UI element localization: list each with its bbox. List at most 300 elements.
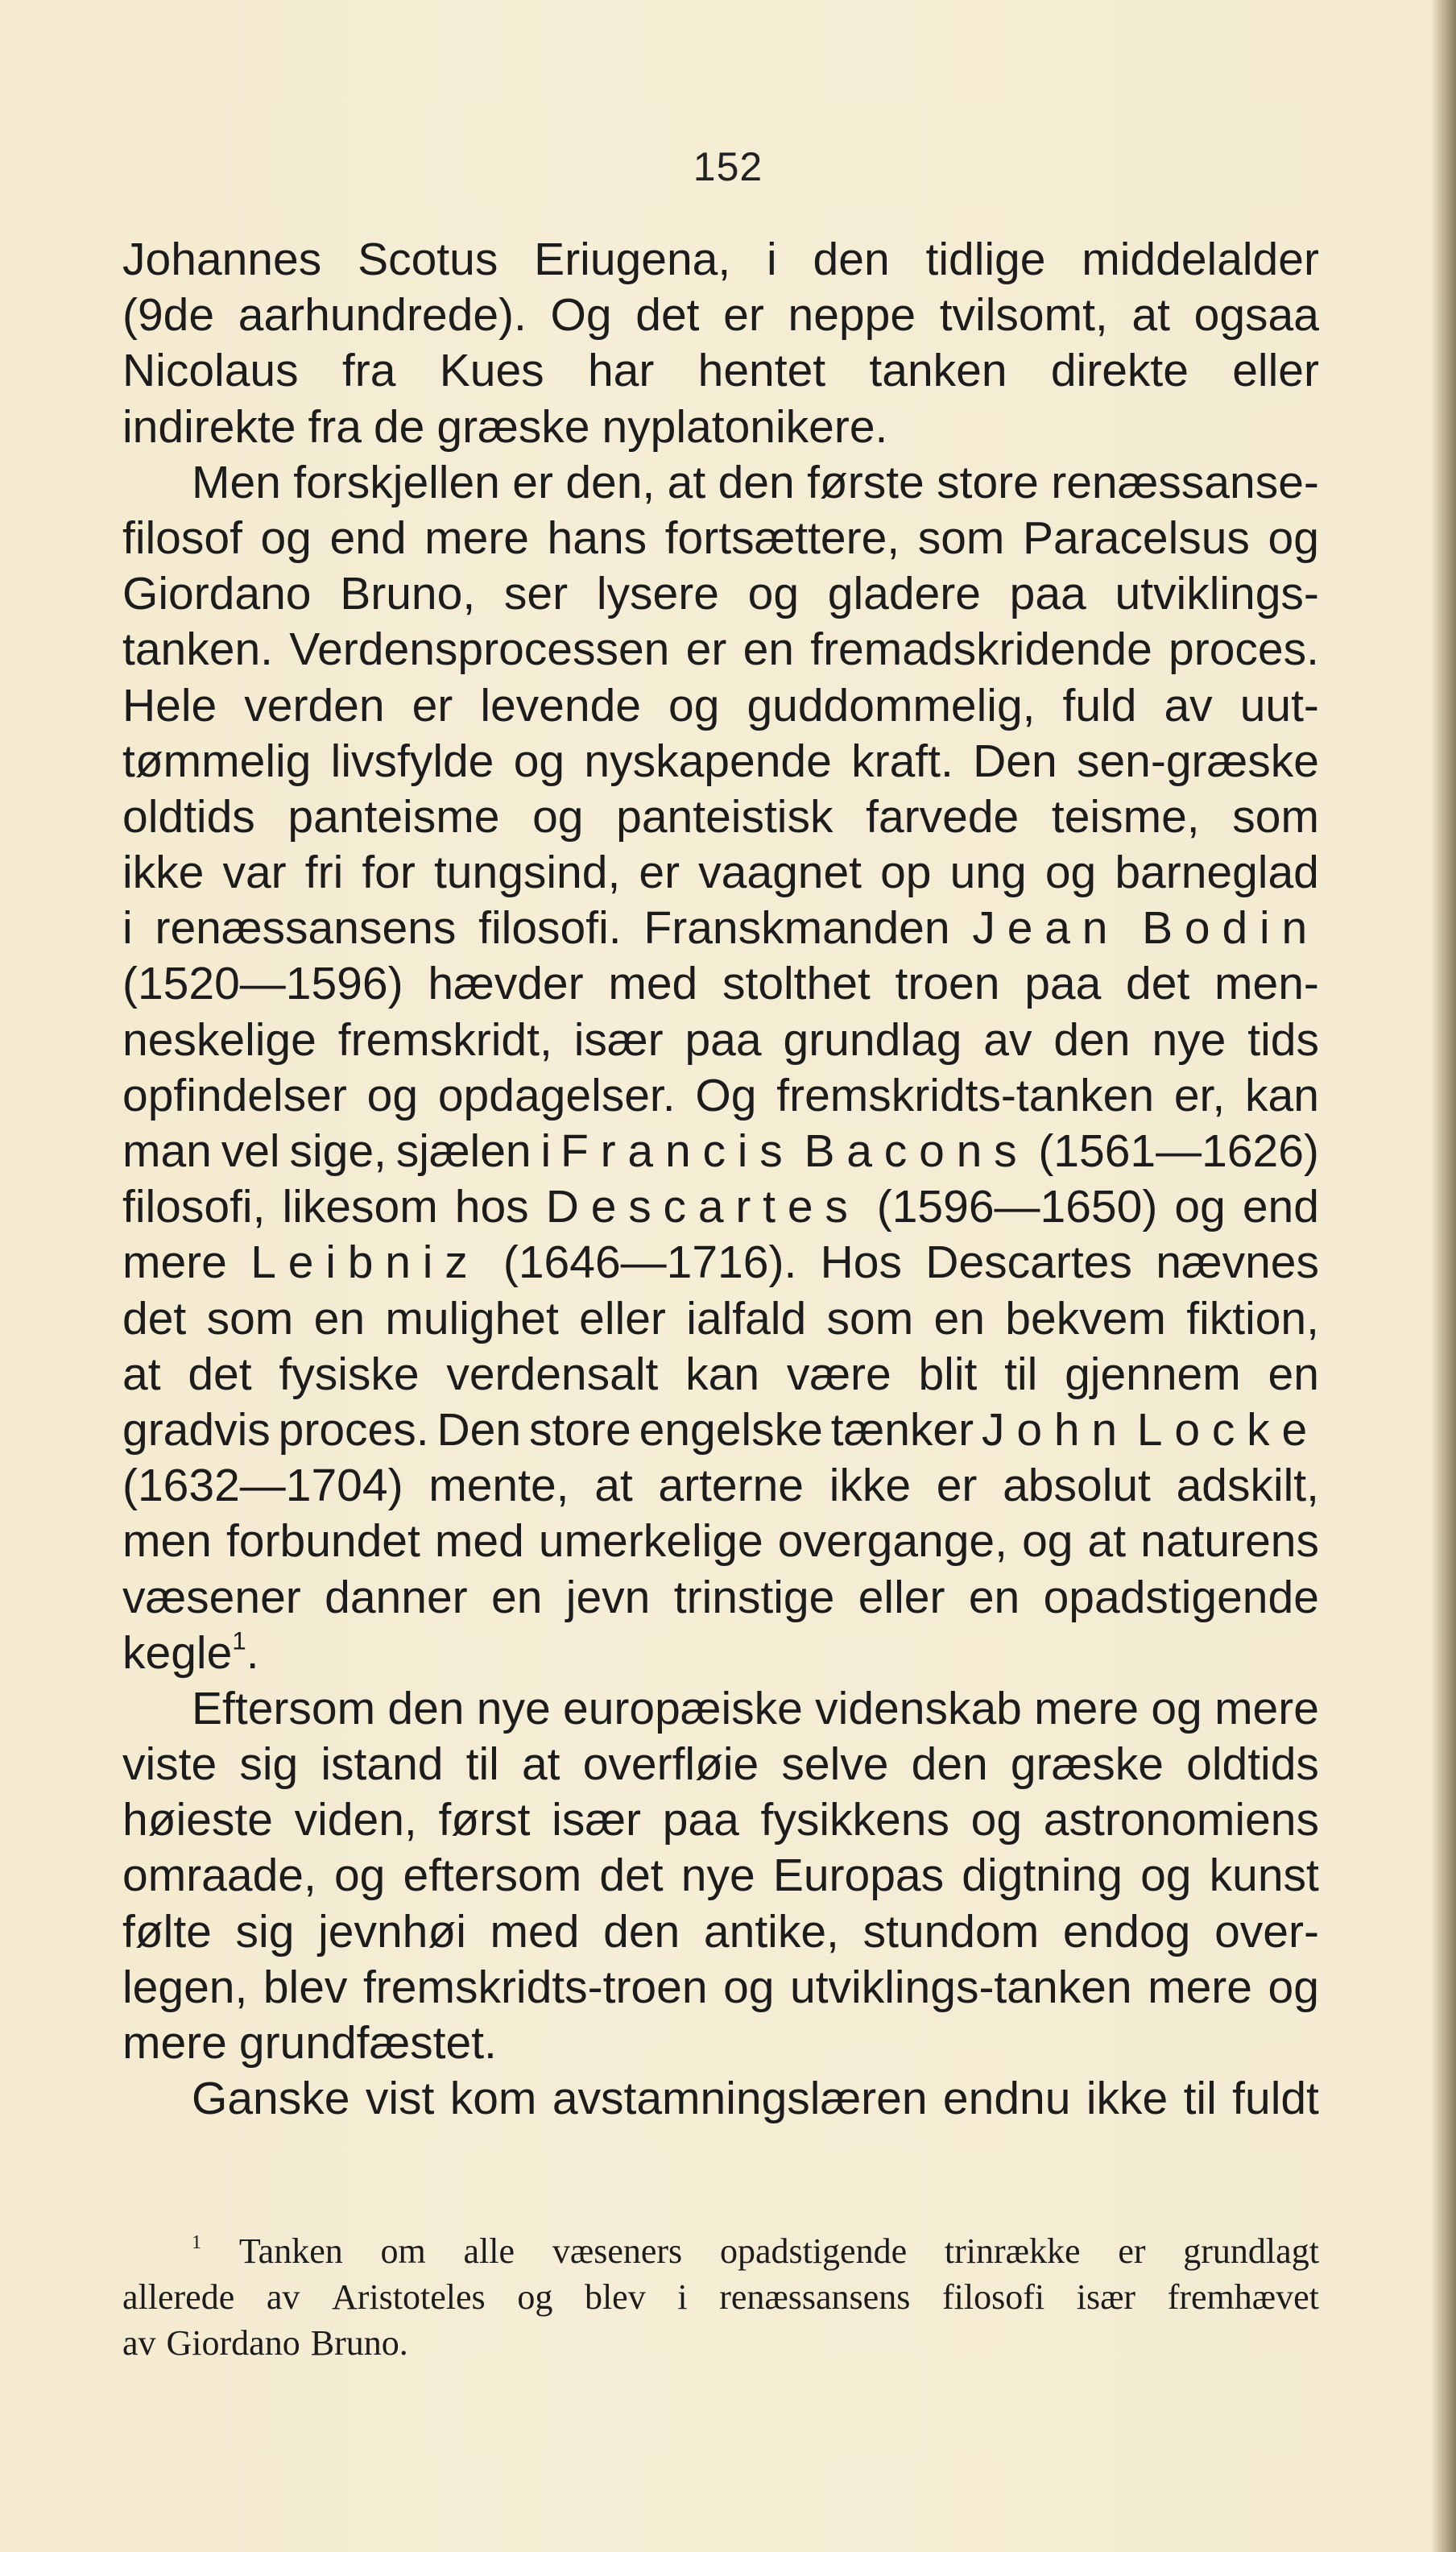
word bbox=[267, 2274, 300, 2320]
word bbox=[761, 1792, 949, 1848]
word bbox=[790, 1960, 1132, 2016]
word-text: nyskapende bbox=[584, 735, 832, 787]
word-text: gradvis bbox=[122, 1403, 271, 1456]
word bbox=[311, 2320, 408, 2366]
text-line bbox=[122, 232, 1319, 288]
word-text: fremskridt, bbox=[337, 1013, 552, 1066]
word bbox=[122, 232, 321, 288]
word-text: guddommelig, bbox=[747, 679, 1036, 731]
word-text: ser bbox=[503, 568, 569, 620]
word bbox=[338, 1013, 552, 1068]
text-line bbox=[122, 1068, 1319, 1124]
word bbox=[1140, 1848, 1191, 1904]
word-text: end bbox=[1242, 1181, 1319, 1233]
word-text: lysere bbox=[596, 568, 719, 620]
word-text: Giordano bbox=[122, 568, 312, 620]
word-text: livsfylde bbox=[330, 735, 494, 787]
word-text: det bbox=[1126, 958, 1190, 1010]
word-text: renæssansens bbox=[719, 2277, 911, 2317]
word bbox=[287, 789, 499, 845]
word-text: om bbox=[380, 2231, 426, 2271]
word bbox=[942, 2274, 1044, 2320]
word bbox=[289, 1124, 386, 1179]
word bbox=[239, 2016, 497, 2071]
text-line bbox=[122, 845, 1319, 901]
word bbox=[412, 678, 453, 734]
word-text: er bbox=[936, 1460, 978, 1512]
text-line bbox=[122, 400, 1319, 455]
word-text: legen, bbox=[122, 1961, 248, 2013]
word bbox=[1174, 1068, 1225, 1124]
spaced-name bbox=[972, 901, 1119, 956]
word-text: paa bbox=[685, 1013, 762, 1066]
word-text: den bbox=[1053, 1013, 1131, 1066]
text-line bbox=[122, 1124, 1319, 1179]
text-line bbox=[122, 1458, 1319, 1514]
word bbox=[122, 734, 311, 789]
word-text: grundlagt bbox=[1183, 2231, 1319, 2271]
word-text: til bbox=[465, 1738, 499, 1791]
word-text: har bbox=[587, 345, 655, 397]
word bbox=[1051, 455, 1319, 511]
word-text: op bbox=[880, 847, 932, 899]
word-text: hentet bbox=[697, 345, 826, 397]
text-line bbox=[122, 2071, 1319, 2127]
word-text: Europas bbox=[772, 1850, 945, 1902]
word bbox=[1164, 678, 1212, 734]
word-text: overfløie bbox=[582, 1738, 759, 1791]
word bbox=[723, 288, 764, 343]
word bbox=[122, 1013, 316, 1068]
word bbox=[122, 1402, 271, 1458]
word bbox=[599, 1848, 663, 1904]
word-text: fra bbox=[308, 400, 362, 453]
word-text: nye bbox=[1152, 1013, 1226, 1066]
word bbox=[1232, 343, 1319, 399]
word-text: sig bbox=[239, 1738, 299, 1791]
word bbox=[1044, 1570, 1319, 1626]
word-text: trinrække bbox=[944, 2231, 1081, 2271]
word-text: blev bbox=[263, 1961, 348, 2013]
word-text: middelalder bbox=[1082, 234, 1319, 285]
word bbox=[1115, 566, 1319, 622]
word bbox=[698, 845, 862, 901]
word bbox=[962, 1848, 1123, 1904]
word bbox=[192, 1681, 375, 1737]
word-text: kraft. bbox=[851, 735, 953, 787]
word bbox=[1268, 1347, 1319, 1402]
word-text: vel bbox=[221, 1125, 280, 1177]
word-text: fysiske bbox=[279, 1348, 420, 1400]
word-text: renæssansens bbox=[155, 902, 457, 955]
word-text: direkte bbox=[1050, 345, 1189, 397]
word-text: istand bbox=[321, 1738, 444, 1791]
word-text: ikke bbox=[829, 1460, 912, 1512]
word bbox=[239, 2228, 343, 2274]
word bbox=[340, 566, 475, 622]
word bbox=[534, 232, 730, 288]
word-text: græske bbox=[1010, 1738, 1164, 1791]
word-text: indirekte bbox=[122, 400, 296, 453]
word-text: renæssanse- bbox=[1051, 456, 1319, 508]
word-text: tvilsomt, bbox=[939, 289, 1108, 342]
word-text: en bbox=[1268, 1348, 1319, 1400]
word-text: forskjellen bbox=[293, 456, 500, 508]
spaced-name bbox=[982, 1402, 1129, 1458]
word bbox=[829, 1458, 911, 1514]
word-text: opadstigende bbox=[1043, 1571, 1319, 1623]
word bbox=[529, 1402, 631, 1458]
word-text: av bbox=[983, 1013, 1032, 1066]
word-text: Giordano bbox=[166, 2323, 300, 2363]
word bbox=[282, 1179, 437, 1235]
word bbox=[478, 901, 621, 956]
word bbox=[863, 1904, 1040, 1960]
word bbox=[973, 734, 1057, 789]
word-text: stundom bbox=[862, 1905, 1040, 1958]
word bbox=[616, 789, 833, 845]
word bbox=[244, 678, 384, 734]
word bbox=[1077, 734, 1319, 789]
spaced-name bbox=[1137, 1402, 1319, 1458]
word bbox=[207, 1291, 294, 1347]
word-text: filosof bbox=[122, 512, 242, 564]
word-text: er bbox=[639, 847, 680, 899]
word bbox=[548, 511, 647, 566]
word bbox=[776, 1068, 1154, 1124]
text-line bbox=[122, 343, 1319, 399]
text-line bbox=[122, 678, 1319, 734]
word bbox=[455, 1179, 529, 1235]
word-text: eller bbox=[579, 1292, 666, 1344]
word bbox=[787, 1347, 891, 1402]
punctuation: . bbox=[246, 1626, 259, 1679]
word-text: til bbox=[1004, 1348, 1038, 1400]
word bbox=[668, 455, 706, 511]
word-text: absolut bbox=[1003, 1460, 1151, 1512]
word-text: adskilt, bbox=[1176, 1460, 1319, 1512]
word bbox=[1023, 511, 1250, 566]
word-text: tænker bbox=[830, 1403, 974, 1456]
text-line bbox=[122, 1235, 1319, 1290]
word-text: John bbox=[982, 1403, 1129, 1456]
word-text: ikke bbox=[1086, 2073, 1169, 2125]
word bbox=[539, 1514, 763, 1569]
word bbox=[314, 1291, 365, 1347]
word bbox=[747, 678, 1035, 734]
word bbox=[1011, 1737, 1164, 1792]
footnote-marker: 1 bbox=[192, 2231, 202, 2253]
word bbox=[1184, 2071, 1217, 2127]
word bbox=[122, 845, 204, 901]
word bbox=[950, 845, 1027, 901]
word bbox=[698, 343, 825, 399]
text-line bbox=[122, 1960, 1319, 2016]
word bbox=[1177, 1458, 1319, 1514]
word-text: og bbox=[366, 1069, 419, 1121]
word bbox=[122, 288, 214, 343]
word-text: væseners bbox=[552, 2231, 683, 2271]
word-text: i bbox=[767, 234, 777, 285]
word-text: avstamningslæren bbox=[552, 2073, 928, 2125]
word bbox=[122, 1179, 265, 1235]
word-text: og bbox=[970, 1794, 1023, 1846]
word bbox=[1051, 343, 1189, 399]
word-text: farvede bbox=[866, 790, 1020, 843]
word-text: Eriugena, bbox=[534, 234, 731, 285]
word-text: høieste bbox=[122, 1794, 273, 1846]
word-text: mere bbox=[122, 1237, 227, 1289]
word-text: især bbox=[573, 1013, 664, 1066]
word bbox=[1131, 288, 1170, 343]
word-text: følte bbox=[122, 1905, 212, 1958]
word bbox=[1243, 1179, 1319, 1235]
spaced-name bbox=[560, 1124, 795, 1179]
text-line bbox=[122, 956, 1319, 1012]
word-text: neppe bbox=[788, 289, 916, 342]
word-text: kegle bbox=[122, 1626, 233, 1679]
word bbox=[767, 232, 777, 288]
word bbox=[639, 1402, 823, 1458]
word bbox=[574, 1013, 664, 1068]
word bbox=[122, 1347, 161, 1402]
word bbox=[1245, 1068, 1319, 1124]
word bbox=[810, 622, 1152, 677]
word-text: astronomiens bbox=[1043, 1794, 1319, 1846]
word-text: med bbox=[490, 1905, 580, 1958]
word bbox=[1168, 2274, 1319, 2320]
word bbox=[450, 2071, 537, 2127]
word bbox=[122, 1792, 273, 1848]
word bbox=[385, 1291, 558, 1347]
word-text: utviklings-tanken bbox=[790, 1961, 1132, 2013]
word bbox=[446, 1347, 658, 1402]
word bbox=[1065, 1347, 1241, 1402]
word bbox=[122, 400, 296, 455]
word-text: tidlige bbox=[925, 234, 1046, 285]
word bbox=[396, 1124, 532, 1179]
word-text: Scotus bbox=[358, 234, 498, 285]
body-text bbox=[122, 232, 1319, 2127]
word bbox=[602, 400, 887, 455]
word bbox=[366, 2071, 435, 2127]
word-text: til bbox=[1183, 2073, 1217, 2125]
word bbox=[813, 232, 890, 288]
word-text: verden bbox=[244, 679, 385, 731]
word-text: var bbox=[222, 847, 287, 899]
word-text: være bbox=[786, 1348, 891, 1400]
word bbox=[122, 1960, 247, 2016]
word bbox=[639, 845, 680, 901]
word-text: blit bbox=[918, 1348, 978, 1400]
word bbox=[665, 511, 900, 566]
word bbox=[358, 232, 498, 288]
word bbox=[1214, 1681, 1319, 1737]
word bbox=[643, 901, 949, 956]
word-text: fysikkens bbox=[760, 1794, 949, 1846]
word-text: fremadskridende bbox=[810, 624, 1152, 676]
word bbox=[566, 1570, 651, 1626]
word-text: vaagnet bbox=[698, 847, 862, 899]
word-text: som bbox=[206, 1292, 294, 1344]
word bbox=[522, 1737, 560, 1792]
text-line bbox=[122, 734, 1319, 789]
word-text: filosofi bbox=[941, 2277, 1045, 2317]
word bbox=[436, 400, 589, 455]
word-text: (9de bbox=[122, 289, 215, 342]
word-text: (1520—1596) bbox=[122, 958, 403, 1010]
word-text: at bbox=[1131, 289, 1170, 342]
word-text: er bbox=[412, 679, 453, 731]
word bbox=[293, 455, 500, 511]
word bbox=[896, 956, 1000, 1012]
word-text: gjennem bbox=[1065, 1348, 1241, 1400]
text-line bbox=[122, 1848, 1319, 1904]
word bbox=[122, 1570, 301, 1626]
word bbox=[480, 678, 641, 734]
word-text: Ganske bbox=[192, 2073, 350, 2125]
word-text: med bbox=[434, 1515, 524, 1568]
word-text: ikke bbox=[122, 847, 205, 899]
word bbox=[858, 1570, 945, 1626]
word bbox=[945, 2228, 1081, 2274]
text-line bbox=[122, 622, 1319, 677]
word-text: selve bbox=[781, 1738, 889, 1791]
word-text: Bodin bbox=[1142, 902, 1319, 955]
word-text: at bbox=[1087, 1515, 1127, 1568]
word bbox=[918, 1347, 977, 1402]
word bbox=[1169, 622, 1319, 677]
word-text: aarhundrede). bbox=[238, 289, 527, 342]
word-text: eller bbox=[1232, 345, 1319, 397]
word bbox=[722, 956, 871, 1012]
word bbox=[260, 511, 311, 566]
word bbox=[1194, 288, 1319, 343]
word-text: Men bbox=[192, 456, 281, 508]
footnote-marker: 1 bbox=[232, 1626, 246, 1655]
text-line bbox=[122, 1737, 1319, 1792]
word bbox=[778, 1514, 1007, 1569]
word-text: en bbox=[313, 1292, 366, 1344]
word-text: en bbox=[933, 1292, 985, 1344]
word bbox=[239, 1737, 298, 1792]
page-number: 152 bbox=[693, 144, 763, 189]
word-text: det bbox=[599, 1850, 664, 1902]
word-text: oldtids bbox=[1186, 1738, 1319, 1791]
word-text: digtning bbox=[962, 1850, 1123, 1902]
word-text: troen bbox=[895, 958, 1000, 1010]
word bbox=[122, 1068, 347, 1124]
word-text: den, bbox=[565, 456, 656, 508]
word-text: er bbox=[685, 624, 727, 676]
word-text: av bbox=[1164, 679, 1213, 731]
word bbox=[305, 845, 343, 901]
word bbox=[122, 511, 242, 566]
word bbox=[579, 1291, 666, 1347]
word bbox=[743, 622, 794, 677]
word bbox=[1044, 1792, 1319, 1848]
word bbox=[122, 956, 403, 1012]
word-text: den bbox=[813, 234, 890, 285]
word bbox=[1156, 1235, 1319, 1290]
word-text: mere bbox=[424, 512, 529, 564]
word-text: jevn bbox=[565, 1571, 651, 1623]
word bbox=[540, 1124, 551, 1179]
word-text: opdagelser. bbox=[437, 1069, 676, 1121]
word bbox=[188, 1347, 251, 1402]
word bbox=[436, 1402, 521, 1458]
word bbox=[1268, 511, 1319, 566]
word-text: europæiske bbox=[563, 1682, 803, 1734]
word-text: Verdensprocessen bbox=[289, 624, 670, 676]
word-text: Hele bbox=[122, 679, 217, 731]
word bbox=[167, 2320, 300, 2366]
word-text: mere bbox=[122, 2017, 227, 2069]
word bbox=[1186, 1291, 1319, 1347]
word-text: især bbox=[1076, 2277, 1136, 2317]
word bbox=[321, 1737, 443, 1792]
word-text: Bruno, bbox=[340, 568, 476, 620]
word-text: teisme, bbox=[1051, 790, 1200, 843]
word-text: mere bbox=[1214, 1682, 1319, 1734]
word-text: (1646—1716). bbox=[503, 1237, 797, 1289]
word bbox=[918, 511, 1005, 566]
word-text: især bbox=[552, 1794, 641, 1846]
word bbox=[192, 2071, 350, 2127]
word bbox=[1077, 2274, 1135, 2320]
word bbox=[122, 678, 217, 734]
word bbox=[1034, 1681, 1139, 1737]
word-text: at bbox=[594, 1460, 633, 1512]
word bbox=[122, 2016, 227, 2071]
word-text: med bbox=[608, 958, 698, 1010]
word bbox=[1038, 1124, 1319, 1179]
word bbox=[983, 1013, 1032, 1068]
word-text: og bbox=[513, 735, 565, 787]
word-text: Kues bbox=[439, 345, 544, 397]
word bbox=[295, 1792, 417, 1848]
word-text: man bbox=[122, 1125, 212, 1177]
word-text: grundlag bbox=[783, 1013, 962, 1066]
word-text: blev bbox=[584, 2277, 646, 2317]
spaced-name bbox=[546, 1179, 860, 1235]
word bbox=[155, 901, 456, 956]
word bbox=[532, 789, 583, 845]
word bbox=[424, 511, 529, 566]
word bbox=[477, 1681, 551, 1737]
word bbox=[828, 566, 981, 622]
word-text: store bbox=[528, 1403, 631, 1456]
word-text: kunst bbox=[1209, 1850, 1319, 1902]
word-text: kom bbox=[449, 2073, 537, 2125]
word bbox=[658, 1458, 804, 1514]
word-text: fremhævet bbox=[1167, 2277, 1319, 2317]
word-text: mulighet bbox=[385, 1292, 559, 1344]
word-text: likesom bbox=[282, 1181, 438, 1233]
word bbox=[603, 1904, 680, 1960]
word bbox=[663, 1792, 739, 1848]
word-text: fremskridts-tanken bbox=[776, 1069, 1155, 1121]
word-text: den bbox=[718, 456, 795, 508]
word-text: og bbox=[668, 679, 720, 731]
word-text: gladere bbox=[827, 568, 981, 620]
word bbox=[122, 901, 133, 956]
word bbox=[1183, 2228, 1319, 2274]
word bbox=[434, 845, 620, 901]
word bbox=[925, 1235, 1132, 1290]
word bbox=[363, 1960, 708, 2016]
word-text: tungsind, bbox=[433, 847, 621, 899]
